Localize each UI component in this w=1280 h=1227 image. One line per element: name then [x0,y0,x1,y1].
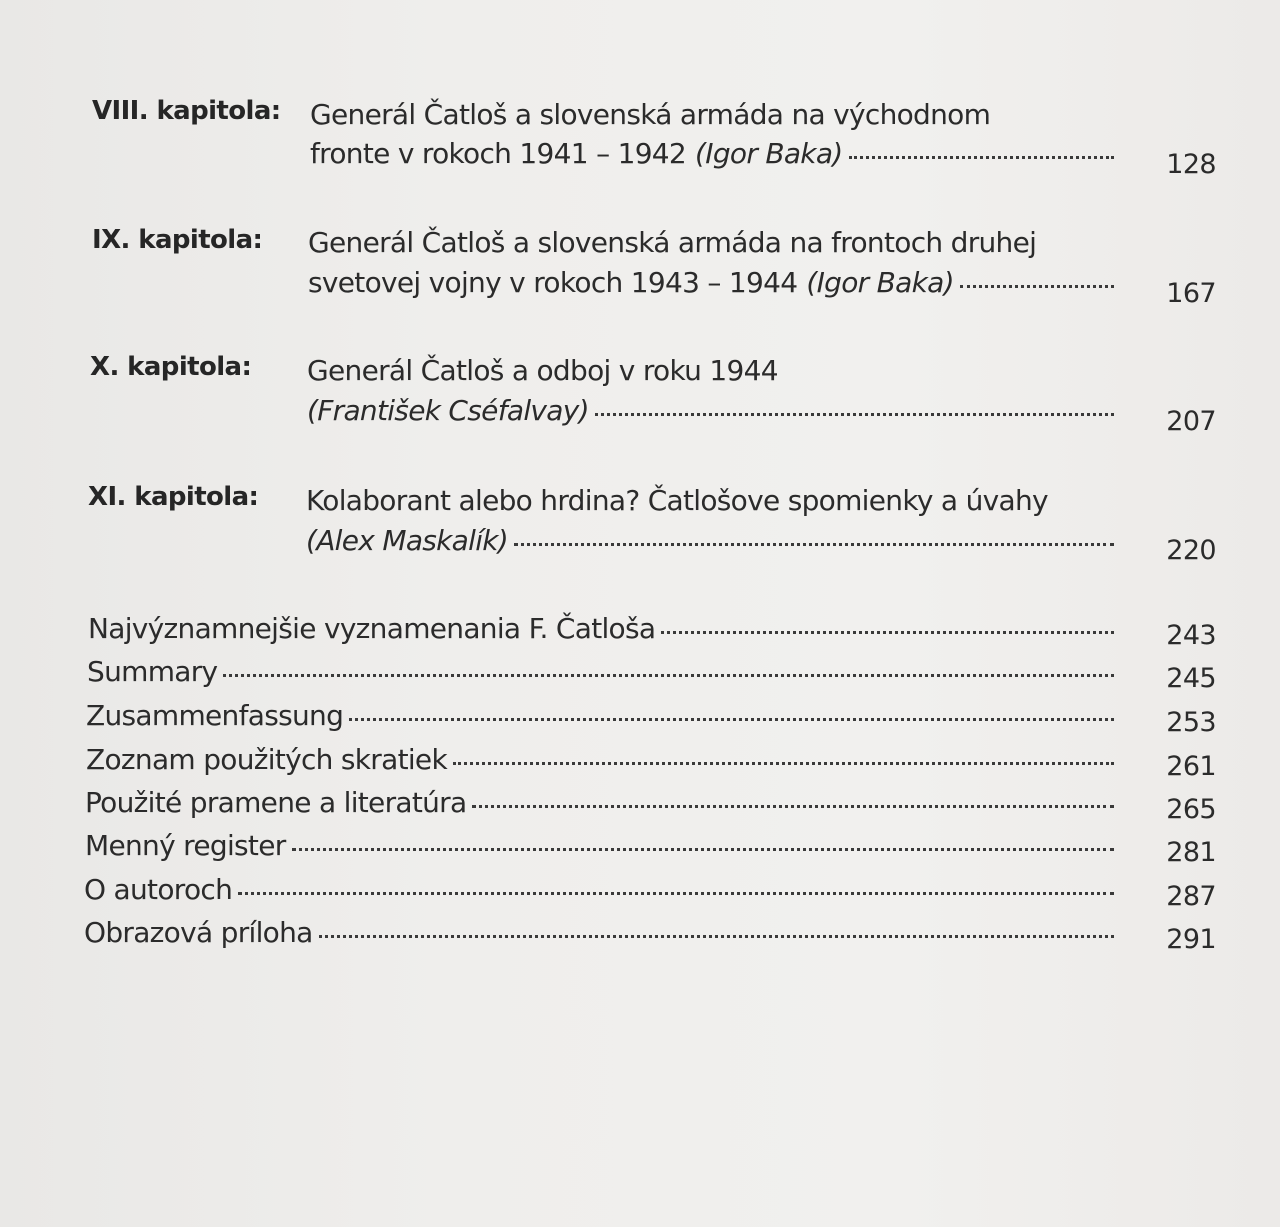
entry-title: Summary [87,655,218,688]
chapter-author: (František Cséfalvay) [307,394,589,427]
entry-title: Použité pramene a literatúra [85,786,467,819]
page-number: 291 [1166,924,1216,955]
toc-entry [0,786,1280,830]
toc-entry [0,743,1280,787]
chapter-title-line2 [306,524,1118,557]
chapter-title-line2 [310,137,1118,170]
page-number: 265 [1166,794,1216,825]
toc-entry [0,829,1280,873]
toc-entry [0,655,1280,699]
entry-title: O autoroch [84,873,233,906]
chapter-label: IX. kapitola: [92,225,263,255]
chapter-label: VIII. kapitola: [92,96,281,126]
chapter-author: (Alex Maskalík) [306,524,509,557]
toc-entry [0,873,1280,917]
chapter-author: (Igor Baka) [806,266,954,299]
entry-row [85,829,1118,862]
entry-row [86,699,1118,732]
page-number: 261 [1166,751,1216,782]
toc-entry [0,699,1280,743]
chapter-title-line1: Generál Čatloš a slovenská armáda na frontoch druhej [308,226,1037,259]
chapter-label: X. kapitola: [90,352,252,382]
dot-leader [453,762,1114,765]
entry-row [84,873,1118,906]
page-number: 167 [1166,278,1216,309]
dot-leader [472,805,1114,808]
dot-leader [349,718,1114,721]
dot-leader [319,935,1114,938]
page-number: 207 [1166,406,1216,437]
entry-title: Zoznam použitých skratiek [86,743,447,776]
chapter-title-line2 [307,394,1118,427]
chapter-author: (Igor Baka) [695,137,843,170]
entry-title: Zusammenfassung [86,699,344,732]
page-number: 128 [1166,149,1216,180]
page-number: 281 [1166,837,1216,868]
chapter-title-line1: Generál Čatloš a odboj v roku 1944 [307,354,778,387]
toc-entry [0,612,1280,656]
chapter-title-line2 [308,266,1118,299]
page-number: 243 [1166,620,1216,651]
entry-row [86,743,1118,776]
chapter-label: XI. kapitola: [88,482,259,512]
entry-row [87,655,1118,688]
dot-leader [292,848,1114,851]
dot-leader [661,631,1114,634]
page-number: 245 [1166,663,1216,694]
page-number: 287 [1166,881,1216,912]
entry-title: Menný register [85,829,286,862]
entry-row [84,916,1118,949]
dot-leader [223,674,1114,677]
entry-row [85,786,1118,819]
page-number: 253 [1166,707,1216,738]
page-number: 220 [1166,535,1216,566]
dot-leader [849,156,1114,159]
dot-leader [514,543,1114,546]
chapter-title-text: fronte v rokoch 1941 – 1942 [310,137,687,170]
entry-title: Obrazová príloha [84,916,313,949]
chapter-title-text: svetovej vojny v rokoch 1943 – 1944 [308,266,798,299]
toc-entry [0,916,1280,960]
chapter-title-line1: Kolaborant alebo hrdina? Čatlošove spomienky a úvahy [306,484,1048,517]
dot-leader [238,892,1114,895]
entry-row [88,612,1118,645]
dot-leader [595,413,1114,416]
entry-title: Najvýznamnejšie vyznamenania F. Čatloša [88,612,656,645]
dot-leader [960,285,1114,288]
chapter-title-line1: Generál Čatloš a slovenská armáda na východnom [310,98,991,131]
